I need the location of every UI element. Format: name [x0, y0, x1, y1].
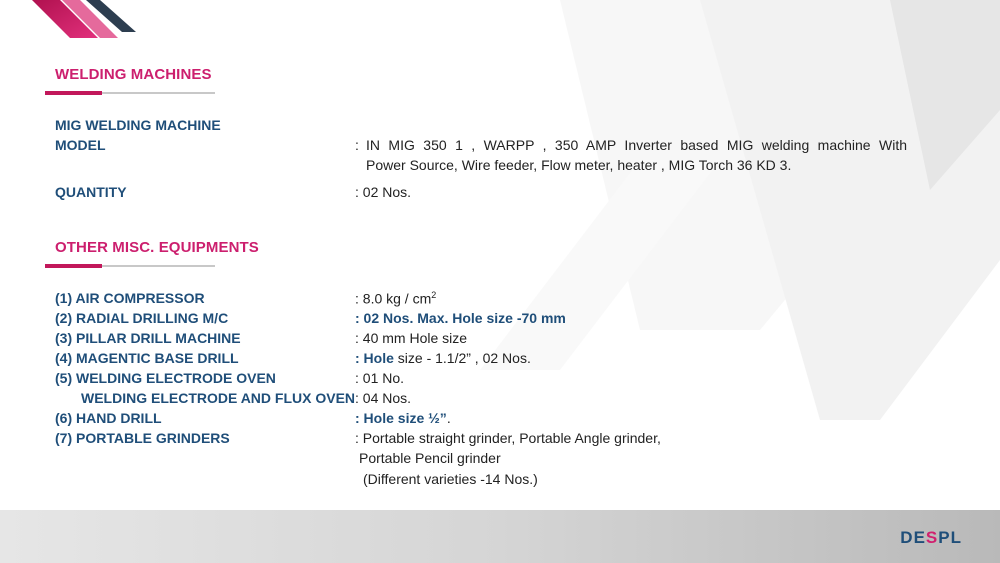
- item-electrode-oven-value: : 01 No.: [355, 370, 405, 386]
- footer-bar: [0, 510, 1000, 563]
- section-title-misc-equipments: OTHER MISC. EQUIPMENTS: [55, 239, 259, 256]
- model-colon: :: [355, 137, 359, 153]
- item-pillar-drill-label: (3) PILLAR DRILL MACHINE: [55, 330, 241, 346]
- item-pillar-drill-value: : 40 mm Hole size: [355, 330, 468, 346]
- item-hand-drill-value: : Hole size ½”.: [355, 410, 451, 426]
- item-magnetic-drill-value: : Hole size - 1.1/2” , 02 Nos.: [355, 350, 531, 366]
- corner-stripes-logo: [0, 0, 140, 40]
- item-air-compressor-value: : 8.0 kg / $cm^2$: [355, 290, 437, 307]
- item-air-compressor-label: (1) AIR COMPRESSOR: [55, 290, 205, 306]
- item-hand-drill-label: (6) HAND DRILL: [55, 410, 162, 426]
- item-radial-drilling-value: : 02 Nos. Max. Hole size -70 mm: [355, 310, 566, 326]
- section-title-welding-machines: WELDING MACHINES: [55, 66, 212, 83]
- item-flux-oven-label: WELDING ELECTRODE AND FLUX OVEN: [81, 390, 356, 406]
- item-grinders-value-line2: Portable Pencil grinder: [359, 450, 501, 466]
- model-value-line1: IN MIG 350 1 , WARPP , 350 AMP Inverter based MIG welding machine With: [366, 137, 907, 153]
- section-underline: [45, 264, 215, 268]
- mig-heading: MIG WELDING MACHINE: [55, 117, 221, 133]
- item-flux-oven-value: : 04 Nos.: [355, 390, 412, 406]
- item-grinders-label: (7) PORTABLE GRINDERS: [55, 430, 230, 446]
- item-magnetic-drill-label: (4) MAGENTIC BASE DRILL: [55, 350, 239, 366]
- item-grinders-value: : Portable straight grinder, Portable Angle grinder,: [355, 430, 661, 446]
- item-grinders-value-line3: (Different varieties -14 Nos.): [363, 471, 538, 487]
- brand-logo-text: DESPL: [900, 528, 962, 547]
- model-value-line2: Power Source, Wire feeder, Flow meter, heater , MIG Torch 36 KD 3.: [366, 157, 792, 173]
- quantity-value: : 02 Nos.: [355, 184, 412, 200]
- model-label: MODEL: [55, 137, 106, 153]
- item-radial-drilling-label: (2) RADIAL DRILLING M/C: [55, 310, 229, 326]
- item-electrode-oven-label: (5) WELDING ELECTRODE OVEN: [55, 370, 276, 386]
- section-underline: [45, 91, 215, 95]
- quantity-label: QUANTITY: [55, 184, 127, 200]
